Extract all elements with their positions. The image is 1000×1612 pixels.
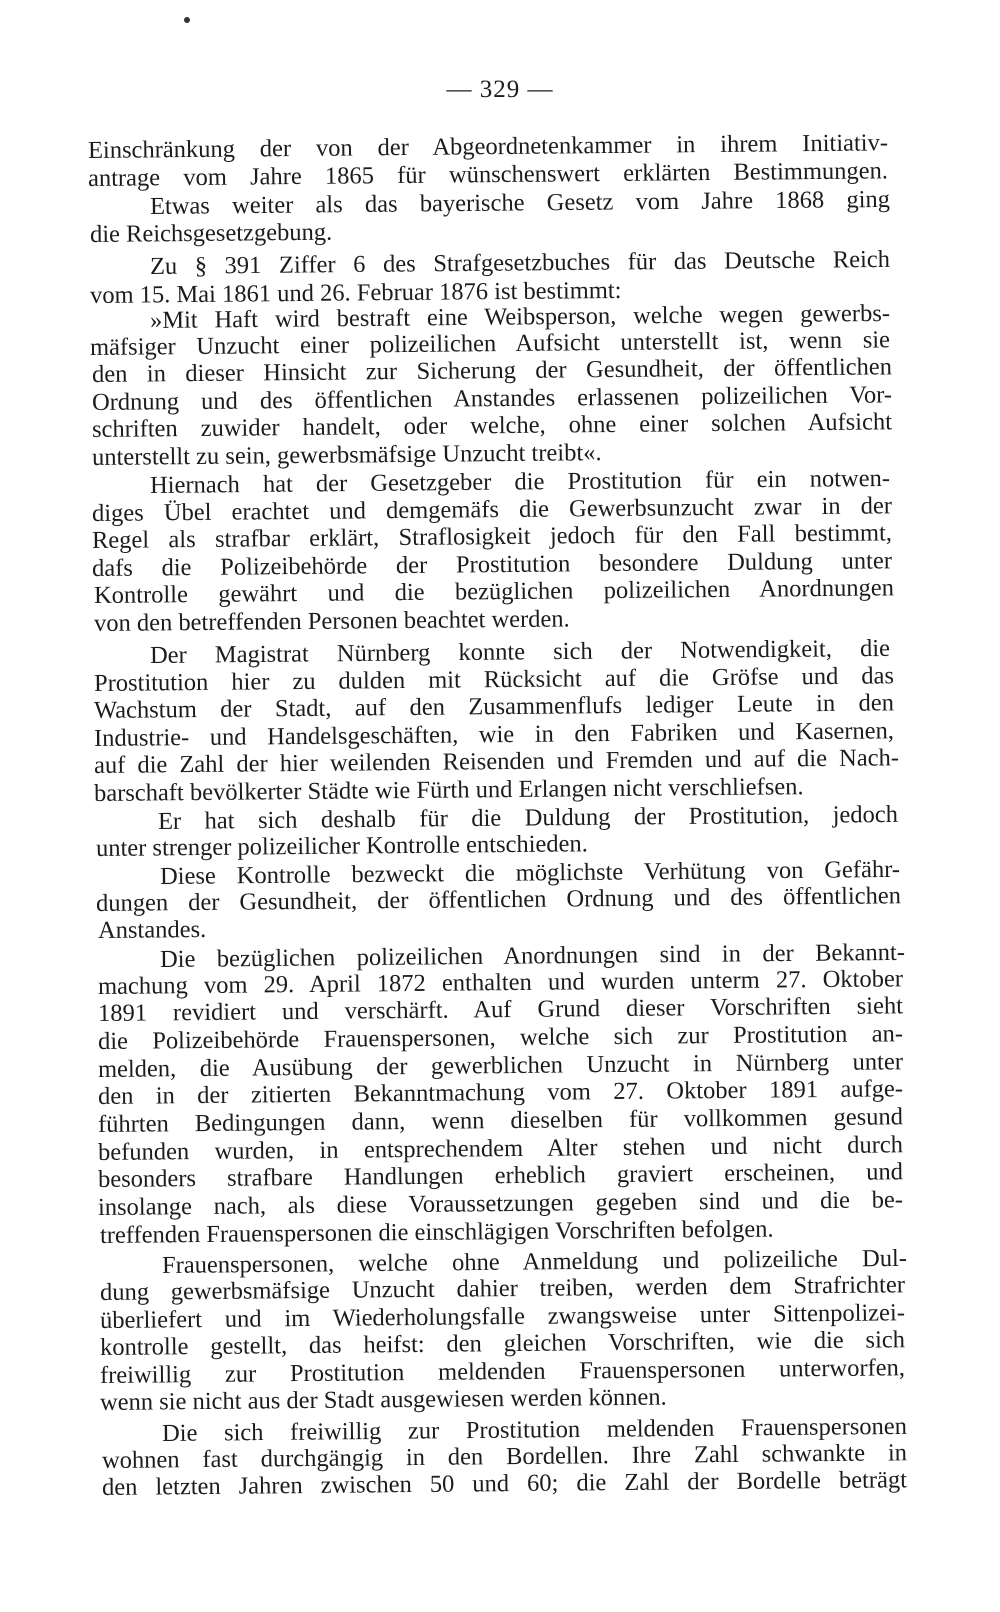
- text-line: Regel als strafbar erklärt, Straflosigkeit jedoch für den Fall bestimmt,: [91, 519, 893, 554]
- text-line: Kontrolle gewährt und die bezüglichen polizeilichen Anordnungen: [93, 574, 895, 609]
- text-line: »Mit Haft wird bestraft eine Weibsperson, welche wegen gewerbs-: [149, 299, 891, 334]
- text-line: 1891 revidiert und verschärft. Auf Grund dieser Vorschriften sieht: [97, 992, 904, 1027]
- text-line: Einschränkung der von der Abgeordnetenkammer in ihrem Initiativ-: [87, 129, 889, 164]
- text-line: Prostitution hier zu dulden mit Rücksicht auf die Gröfse und das: [93, 662, 895, 697]
- text-line: Etwas weiter als das bayerische Gesetz vom Jahre 1868 ging: [149, 185, 891, 220]
- text-line: wohnen fast durchgängig in den Bordellen. Ihre Zahl schwankte in: [101, 1439, 908, 1474]
- text-line: freiwillig zur Prostitution meldenden Frauenspersonen unterworfen,: [99, 1354, 906, 1389]
- text-line: melden, die Ausübung der gewerblichen Unzucht in Nürnberg unter: [97, 1048, 904, 1083]
- text-line: Anstandes.: [97, 915, 207, 944]
- text-line: den in dieser Hinsicht zur Sicherung der Gesundheit, der öffentlichen: [91, 353, 893, 388]
- text-line: von den betreffenden Personen beachtet werden.: [93, 605, 570, 637]
- text-line: besonders strafbare Handlungen erheblich graviert erscheinen, und: [97, 1158, 904, 1193]
- text-line: dafs die Polizeibehörde der Prostitution besondere Duldung unter: [91, 547, 893, 582]
- text-line: führten Bedingungen dann, wenn dieselben für vollkommen gesund: [97, 1103, 904, 1138]
- text-line: die Polizeibehörde Frauenspersonen, welche sich zur Prostitution an-: [97, 1020, 904, 1055]
- text-line: Zu § 391 Ziffer 6 des Strafgesetzbuches für das Deutsche Reich: [149, 245, 891, 280]
- text-line: Hiernach hat der Gesetzgeber die Prostitution für ein notwen-: [149, 464, 891, 499]
- text-line: Er hat sich deshalb für die Duldung der Prostitution, jedoch: [157, 800, 899, 835]
- text-line: unterstellt zu sein, gewerbsmäfsige Unzucht treibt«.: [91, 439, 602, 471]
- text-line: befunden wurden, in entsprechendem Alter stehen und nicht durch: [97, 1131, 904, 1166]
- text-line: auf die Zahl der hier weilenden Reisenden und Fremden und auf die Nach-: [93, 744, 900, 779]
- page-number: — 329 —: [446, 76, 554, 103]
- text-line: die Reichsgesetzgebung.: [89, 218, 333, 248]
- text-line: dung gewerbsmäfsige Unzucht dahier treiben, werden dem Strafrichter: [99, 1271, 906, 1306]
- text-line: Der Magistrat Nürnberg konnte sich der Notwendigkeit, die: [149, 634, 891, 669]
- text-line: wenn sie nicht aus der Stadt ausgewiesen werden können.: [99, 1383, 667, 1416]
- text-line: antrage vom Jahre 1865 für wünschenswert erklärten Bestimmungen.: [87, 157, 889, 192]
- text-line: den in der zitierten Bekanntmachung vom 27. Oktober 1891 aufge-: [97, 1075, 904, 1110]
- text-line: überliefert und im Wiederholungsfalle zwangsweise unter Sittenpolizei-: [99, 1299, 906, 1334]
- text-line: schriften zuwider handelt, oder welche, ohne einer solchen Aufsicht: [91, 408, 893, 443]
- text-line: Ordnung und des öffentlichen Anstandes erlassenen polizeilichen Vor-: [91, 381, 893, 416]
- text-line: Die sich freiwillig zur Prostitution meldenden Frauenspersonen: [161, 1412, 908, 1447]
- text-line: dungen der Gesundheit, der öffentlichen Ordnung und des öffentlichen: [95, 882, 902, 917]
- text-line: insolange nach, als diese Voraussetzungen gegeben sind und die be-: [97, 1186, 904, 1221]
- text-line: mäfsiger Unzucht einer polizeilichen Aufsicht unterstellt ist, wenn sie: [89, 326, 891, 361]
- text-line: vom 15. Mai 1861 und 26. Februar 1876 ist bestimmt:: [89, 276, 622, 309]
- text-line: diges Übel erachtet und demgemäfs die Gewerbsunzucht zwar in der: [91, 492, 893, 527]
- text-line: Frauenspersonen, welche ohne Anmeldung und polizeiliche Dul-: [161, 1244, 908, 1279]
- text-line: Diese Kontrolle bezweckt die möglichste Verhütung von Gefähr-: [159, 855, 901, 890]
- text-line: machung vom 29. April 1872 enthalten und wurden unterm 27. Oktober: [97, 965, 904, 1000]
- text-line: Industrie- und Handelsgeschäften, wie in den Fabriken und Kasernen,: [93, 717, 895, 752]
- text-line: unter strenger polizeilicher Kontrolle entschieden.: [95, 830, 588, 862]
- text-line: kontrolle gestellt, das heifst: den gleichen Vorschriften, wie die sich: [99, 1326, 906, 1361]
- text-line: Wachstum der Stadt, auf den Zusammenflufs lediger Leute in den: [93, 689, 895, 724]
- text-line: Die bezüglichen polizeilichen Anordnungen sind in der Bekannt-: [159, 938, 906, 973]
- text-line: treffenden Frauenspersonen die einschlägigen Vorschriften befolgen.: [99, 1215, 774, 1249]
- text-line: den letzten Jahren zwischen 50 und 60; die Zahl der Bordelle beträgt: [101, 1466, 908, 1501]
- text-line: barschaft bevölkerter Städte wie Fürth und Erlangen nicht verschliefsen.: [93, 773, 804, 807]
